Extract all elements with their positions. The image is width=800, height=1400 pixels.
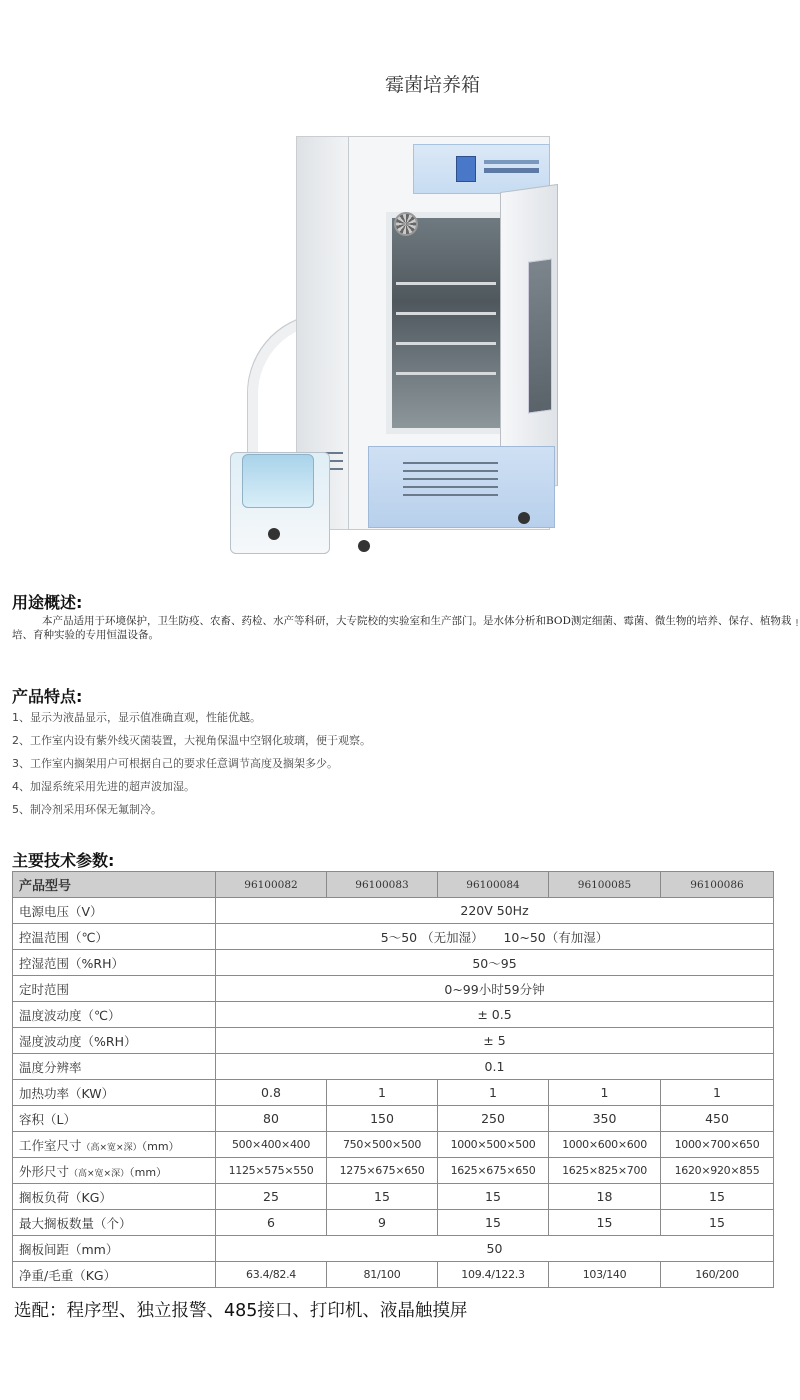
row-label: 湿度波动度（%RH） [13, 1028, 216, 1054]
row-label: 搁板间距（mm） [13, 1236, 216, 1262]
model-cell: 96100082 [216, 872, 327, 898]
model-cell: 96100086 [661, 872, 774, 898]
row-value: 80 [216, 1106, 327, 1132]
lcd-display-icon [456, 156, 476, 182]
row-value: 1 [549, 1080, 661, 1106]
table-row [13, 1236, 774, 1262]
table-row [13, 1184, 774, 1210]
row-value: 15 [438, 1184, 549, 1210]
edge-mark: ! [795, 618, 800, 629]
row-value: 150 [327, 1106, 438, 1132]
table-row [13, 898, 774, 924]
row-value: 1625×675×650 [438, 1158, 549, 1184]
row-value: 1000×700×650 [661, 1132, 774, 1158]
row-value: 350 [549, 1106, 661, 1132]
shelf [396, 342, 496, 345]
humidifier-tank [242, 454, 314, 508]
feature-item: 1、显示为液晶显示，显示值准确直观，性能优越。 [12, 711, 261, 724]
row-value: 81/100 [327, 1262, 438, 1288]
table-row [13, 1002, 774, 1028]
row-value: 1 [438, 1080, 549, 1106]
row-label [13, 1132, 216, 1158]
usage-text: 本产品适用于环境保护，卫生防疫、农畜、药检、水产等科研，大专院校的实验室和生产部门。是水体分析和BOD测定细菌、霉菌、微生物的培养、保存、植物栽培、育种实验的专用恒温设备。 [12, 615, 792, 641]
vent-slot [403, 494, 498, 496]
row-label-main: 工作室尺寸 [19, 1137, 82, 1153]
row-value: 750×500×500 [327, 1132, 438, 1158]
row-value: 50 [216, 1236, 774, 1262]
table-row [13, 1054, 774, 1080]
row-value: 50～95 [216, 950, 774, 976]
row-value: 1620×920×855 [661, 1158, 774, 1184]
row-value: 450 [661, 1106, 774, 1132]
table-row [13, 1210, 774, 1236]
row-value: ± 5 [216, 1028, 774, 1054]
row-label: 容积（L） [13, 1106, 216, 1132]
row-value: 15 [661, 1210, 774, 1236]
row-value: 0.1 [216, 1054, 774, 1080]
row-value: 1275×675×650 [327, 1158, 438, 1184]
shelf [396, 282, 496, 285]
specs-heading: 主要技术参数: [12, 851, 115, 870]
row-label: 净重/毛重（KG） [13, 1262, 216, 1288]
table-header-row [13, 872, 774, 898]
row-label: 加热功率（KW） [13, 1080, 216, 1106]
row-value: 1000×600×600 [549, 1132, 661, 1158]
row-value: 5～50 （无加湿） 10~50（有加湿） [216, 924, 774, 950]
row-label: 温度分辨率 [13, 1054, 216, 1080]
features-heading: 产品特点: [12, 687, 83, 706]
usage-heading: 用途概述: [12, 593, 83, 612]
row-label-small: （高×宽×深） [81, 1142, 142, 1153]
row-value: 15 [661, 1184, 774, 1210]
row-value: 25 [216, 1184, 327, 1210]
table-row [13, 1028, 774, 1054]
row-value: 250 [438, 1106, 549, 1132]
table-row [13, 1132, 774, 1158]
model-cell: 96100085 [549, 872, 661, 898]
incubator-product-image [228, 132, 568, 562]
model-label: 产品型号 [13, 872, 216, 898]
table-row [13, 1262, 774, 1288]
row-label-small: （高×宽×深） [69, 1168, 130, 1179]
feature-item: 3、工作室内搁架用户可根据自己的要求任意调节高度及搁架多少。 [12, 757, 338, 770]
row-value: 1625×825×700 [549, 1158, 661, 1184]
table-row [13, 950, 774, 976]
table-row [13, 976, 774, 1002]
row-value: ± 0.5 [216, 1002, 774, 1028]
feature-item: 4、加湿系统采用先进的超声波加湿。 [12, 780, 195, 793]
cabinet-chamber [386, 212, 510, 434]
row-label: 温度波动度（℃） [13, 1002, 216, 1028]
row-value: 160/200 [661, 1262, 774, 1288]
caster-wheel-icon [518, 512, 530, 524]
model-cell: 96100083 [327, 872, 438, 898]
row-value: 63.4/82.4 [216, 1262, 327, 1288]
row-label: 搁板负荷（KG） [13, 1184, 216, 1210]
vent-slot [403, 486, 498, 488]
feature-item: 2、工作室内设有紫外线灭菌装置，大视角保温中空钢化玻璃，便于观察。 [12, 734, 371, 747]
shelf [396, 372, 496, 375]
row-value: 15 [549, 1210, 661, 1236]
row-label: 电源电压（V） [13, 898, 216, 924]
features-list [12, 709, 371, 824]
table-row [13, 924, 774, 950]
row-value: 6 [216, 1210, 327, 1236]
panel-label [484, 168, 539, 173]
vent-slot [403, 470, 498, 472]
row-label-unit: （mm） [129, 1165, 168, 1179]
row-label-main: 外形尺寸 [19, 1163, 70, 1179]
fan-icon [394, 212, 418, 236]
options-text: 选配：程序型、独立报警、485接口、打印机、液晶触摸屏 [14, 1301, 468, 1321]
row-label: 控湿范围（%RH） [13, 950, 216, 976]
row-value: 9 [327, 1210, 438, 1236]
row-value: 1125×575×550 [216, 1158, 327, 1184]
row-value: 15 [327, 1184, 438, 1210]
panel-label [484, 160, 539, 164]
vent-slot [403, 462, 498, 464]
row-value: 109.4/122.3 [438, 1262, 549, 1288]
row-value: 103/140 [549, 1262, 661, 1288]
row-value: 18 [549, 1184, 661, 1210]
door-window [528, 258, 552, 413]
specs-table [12, 871, 774, 1288]
row-value: 15 [438, 1210, 549, 1236]
row-label: 最大搁板数量（个） [13, 1210, 216, 1236]
caster-wheel-icon [358, 540, 370, 552]
row-label: 定时范围 [13, 976, 216, 1002]
row-label: 控温范围（℃） [13, 924, 216, 950]
table-row [13, 1158, 774, 1184]
feature-item: 5、制冷剂采用环保无氟制冷。 [12, 803, 162, 816]
row-value: 1000×500×500 [438, 1132, 549, 1158]
row-value: 500×400×400 [216, 1132, 327, 1158]
humidifier-knob-icon [268, 528, 280, 540]
row-value: 0.8 [216, 1080, 327, 1106]
row-label-unit: （mm） [141, 1139, 180, 1153]
row-value: 1 [327, 1080, 438, 1106]
table-row [13, 1080, 774, 1106]
page-title: 霉菌培养箱 [384, 74, 480, 96]
row-value: 220V 50Hz [216, 898, 774, 924]
row-value: 1 [661, 1080, 774, 1106]
row-label [13, 1158, 216, 1184]
shelf [396, 312, 496, 315]
vent-slot [403, 478, 498, 480]
row-value: 0~99小时59分钟 [216, 976, 774, 1002]
table-row [13, 1106, 774, 1132]
model-cell: 96100084 [438, 872, 549, 898]
